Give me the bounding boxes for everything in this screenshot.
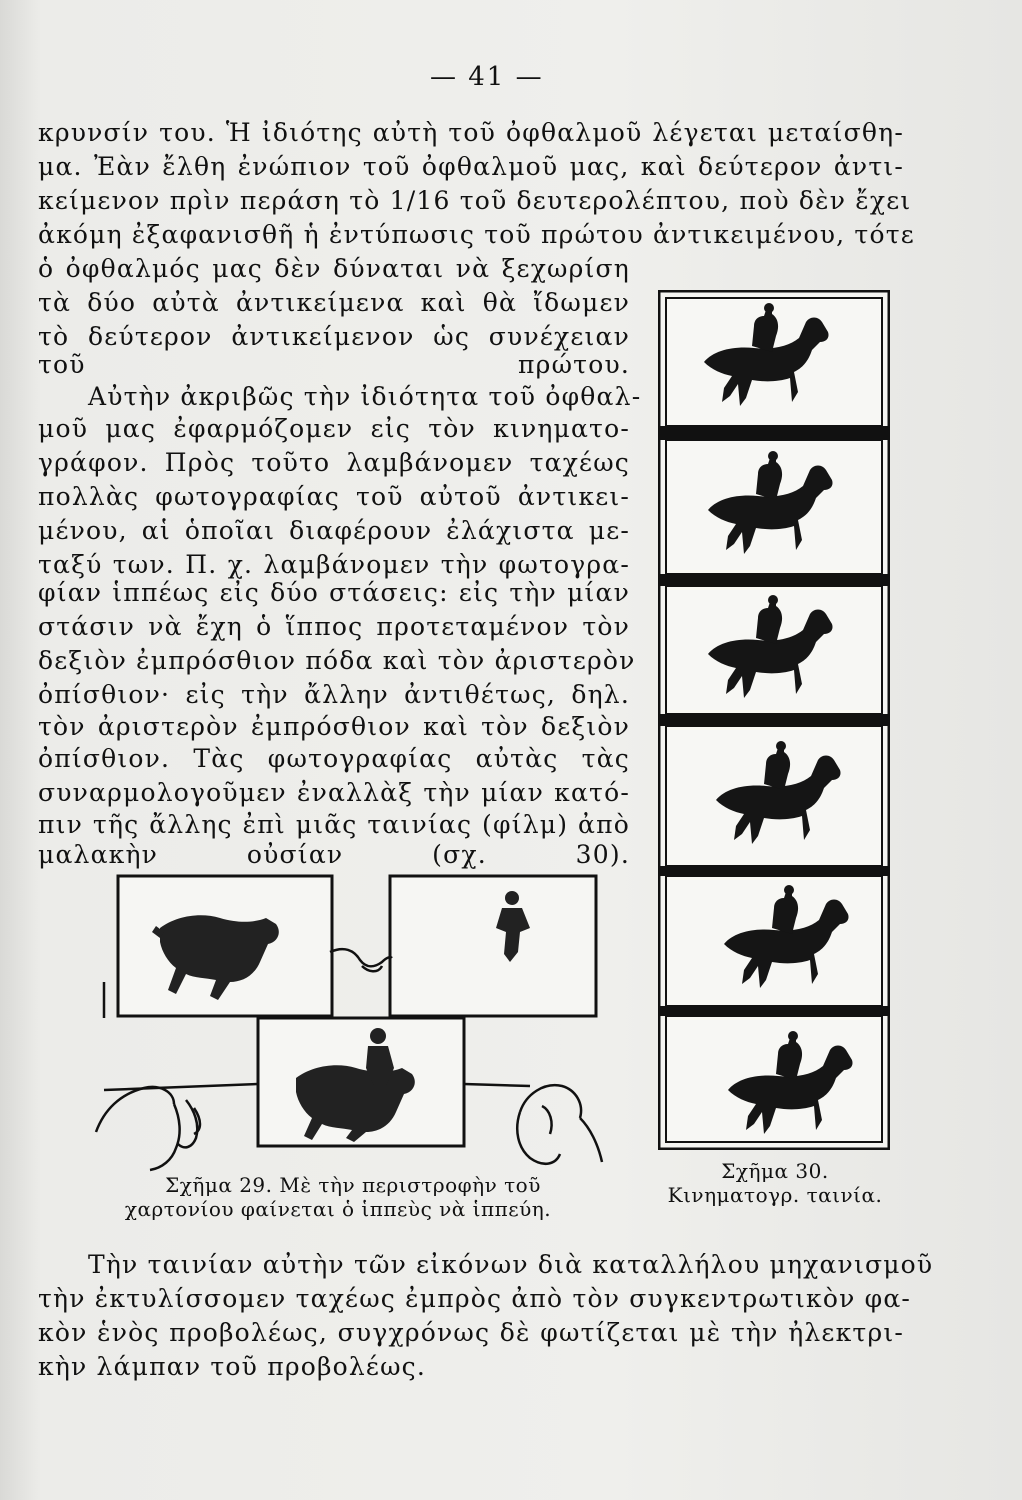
- text-line: κὴν λάμπαν τοῦ προβολέως.: [38, 1352, 427, 1381]
- text-line: τὸν ἀριστερὸν ἐμπρόσθιον καὶ τὸν δεξιὸν: [38, 712, 630, 741]
- film-frame: [666, 726, 882, 866]
- page-number: — 41 —: [430, 62, 544, 92]
- frame-divider: [660, 714, 888, 726]
- text-line: ὀπίσθιον· εἰς τὴν ἄλλην ἀντιθέτως, δηλ.: [38, 680, 630, 709]
- text-line: στάσιν νὰ ἔχη ὁ ἵππος προτεταμένον τὸν: [38, 612, 630, 641]
- film-frame: [666, 440, 882, 574]
- text-line: ὀπίσθιον. Τὰς φωτογραφίας αὐτὰς τὰς: [38, 744, 630, 773]
- text-line: μοῦ μας ἐφαρμόζομεν εἰς τὸν κινηματο-: [38, 414, 630, 443]
- film-frame: [666, 1016, 882, 1142]
- combined-card: [258, 1018, 464, 1146]
- fig30-caption-line1: Σχῆμα 30.: [721, 1159, 829, 1183]
- frame-divider: [660, 574, 888, 586]
- horse-card: [118, 876, 332, 1016]
- text-line: κείμενον πρὶν περάση τὸ 1/16 τοῦ δευτερολέπτου, ποὺ δὲν ἔχει: [38, 186, 912, 215]
- frame-divider: [660, 1006, 888, 1016]
- text-line: συναρμολογοῦμεν ἐναλλὰξ τὴν μίαν κατό-: [38, 778, 630, 807]
- film-frame: [666, 298, 882, 426]
- text-line: ἀκόμη ἐξαφανισθῆ ἡ ἐντύπωσις τοῦ πρώτου ἀντικειμένου, τότε: [38, 220, 915, 249]
- text-line: μένου, αἱ ὁποῖαι διαφέρουν ἐλάχιστα με-: [38, 516, 630, 545]
- text-line: ταξύ των. Π. χ. λαμβάνομεν τὴν φωτογρα-: [38, 550, 630, 579]
- text-line: πολλὰς φωτογραφίας τοῦ αὐτοῦ ἀντικει-: [38, 482, 630, 511]
- rider-card: [390, 876, 596, 1016]
- text-line: ὁ ὀφθαλμός μας δὲν δύναται νὰ ξεχωρίση: [38, 254, 630, 283]
- text-line: τὸ δεύτερον ἀντικείμενον ὡς συνέχειαν: [38, 322, 630, 351]
- text-line: κὸν ἑνὸς προβολέως, συγχρόνως δὲ φωτίζεται μὲ τὴν ἠλεκτρι-: [38, 1318, 904, 1347]
- text-line: πιν τῆς ἄλλης ἐπὶ μιᾶς ταινίας (φίλμ) ἀπὸ: [38, 810, 630, 839]
- text-line: τοῦ πρώτου.: [38, 350, 630, 379]
- frame-divider: [660, 866, 888, 876]
- text-line: κρυνσίν του. Ἡ ἰδιότης αὐτὴ τοῦ ὀφθαλμοῦ λέγεται μεταίσθη-: [38, 118, 904, 147]
- text-line: Τὴν ταινίαν αὐτὴν τῶν εἰκόνων διὰ καταλλήλου μηχανισμοῦ: [88, 1250, 934, 1279]
- fig29-caption-line1: Σχῆμα 29. Μὲ τὴν περιστροφὴν τοῦ: [165, 1173, 541, 1197]
- film-frame: [666, 586, 882, 714]
- text-line: τὴν ἐκτυλίσσομεν ταχέως ἐμπρὸς ἀπὸ τὸν συγκεντρωτικὸν φα-: [38, 1284, 912, 1313]
- left-hand-icon: [96, 1087, 200, 1170]
- text-line: μαλακὴν οὐσίαν (σχ. 30).: [38, 840, 630, 869]
- text-line: Αὐτὴν ἀκριβῶς τὴν ἰδιότητα τοῦ ὀφθαλ-: [88, 382, 642, 411]
- text-line: φίαν ἱππέως εἰς δύο στάσεις: εἰς τὴν μίαν: [38, 578, 630, 607]
- right-hand-icon: [517, 1085, 602, 1164]
- text-line: γράφον. Πρὸς τοῦτο λαμβάνομεν ταχέως: [38, 448, 630, 477]
- text-line: τὰ δύο αὐτὰ ἀντικείμενα καὶ θὰ ἴδωμεν: [38, 288, 630, 317]
- film-strip-figure: [658, 290, 890, 1150]
- fig29-caption-line2: χαρτονίου φαίνεται ὁ ἱππεὺς νὰ ἱππεύη.: [124, 1197, 552, 1221]
- film-frame: [666, 876, 882, 1006]
- text-line: δεξιὸν ἐμπρόσθιον πόδα καὶ τὸν ἀριστερὸν: [38, 646, 636, 675]
- thaumatrope-figure: [90, 872, 610, 1172]
- frame-divider: [660, 426, 888, 440]
- text-line: μα. Ἐὰν ἔλθη ἐνώπιον τοῦ ὀφθαλμοῦ μας, καὶ δεύτερον ἀντι-: [38, 152, 904, 181]
- fig30-caption-line2: Κινηματογρ. ταινία.: [667, 1183, 883, 1207]
